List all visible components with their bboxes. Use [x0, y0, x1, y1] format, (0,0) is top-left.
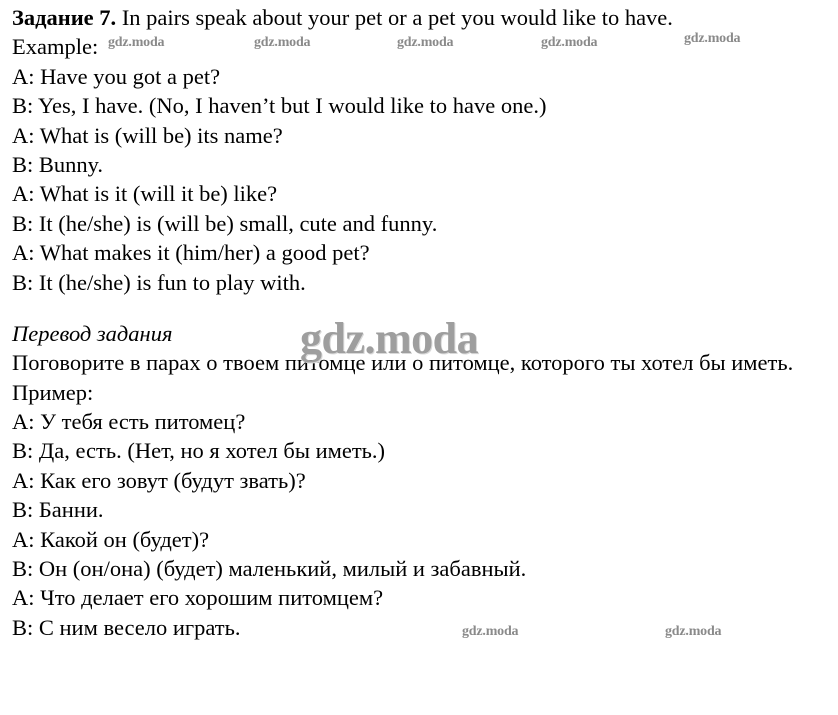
- translation-example-label: Пример:: [12, 379, 94, 405]
- translation-line-1: A: У тебя есть питомец?: [12, 409, 246, 435]
- translation-line-3: A: Как его зовут (будут звать)?: [12, 467, 306, 493]
- translation-instruction: Поговорите в парах о твоем питомце или о питомце, которого ты хотел бы иметь.: [12, 350, 794, 376]
- watermark-2: gdz.moda: [254, 35, 311, 50]
- example-line-4: B: Bunny.: [12, 151, 104, 177]
- translation-line-5: A: Какой он (будет)?: [12, 526, 210, 552]
- example-label: Example:: [12, 34, 99, 60]
- example-line-1: A: Have you got a pet?: [12, 63, 221, 89]
- watermark-6: gdz.moda: [462, 624, 519, 639]
- watermark-1: gdz.moda: [108, 35, 165, 50]
- translation-line-4: B: Банни.: [12, 497, 104, 523]
- watermark-4: gdz.moda: [541, 35, 598, 50]
- translation-line-6: B: Он (он/она) (будет) маленький, милый и забавный.: [12, 556, 527, 582]
- translation-line-7: A: Что делает его хорошим питомцем?: [12, 585, 384, 611]
- translation-line-2: B: Да, есть. (Нет, но я хотел бы иметь.): [12, 438, 386, 464]
- watermark-5: gdz.moda: [684, 31, 741, 46]
- watermark-7: gdz.moda: [665, 624, 722, 639]
- example-line-5: A: What is it (will it be) like?: [12, 181, 278, 207]
- translation-line-8: B: С ним весело играть.: [12, 614, 241, 640]
- example-line-6: B: It (he/she) is (will be) small, cute and funny.: [12, 210, 438, 236]
- example-line-2: B: Yes, I have. (No, I haven’t but I would like to have one.): [12, 93, 547, 119]
- example-line-7: A: What makes it (him/her) a good pet?: [12, 240, 370, 266]
- task-label: Задание 7.: [12, 5, 117, 30]
- translation-heading: Перевод задания: [12, 320, 173, 346]
- example-line-8: B: It (he/she) is fun to play with.: [12, 269, 306, 295]
- watermark-big: gdz.moda: [300, 314, 479, 363]
- example-line-3: A: What is (will be) its name?: [12, 122, 283, 148]
- task-title-line: [12, 3, 834, 32]
- watermark-3: gdz.moda: [397, 35, 454, 50]
- task-instruction: In pairs speak about your pet or a pet you would like to have.: [121, 5, 673, 30]
